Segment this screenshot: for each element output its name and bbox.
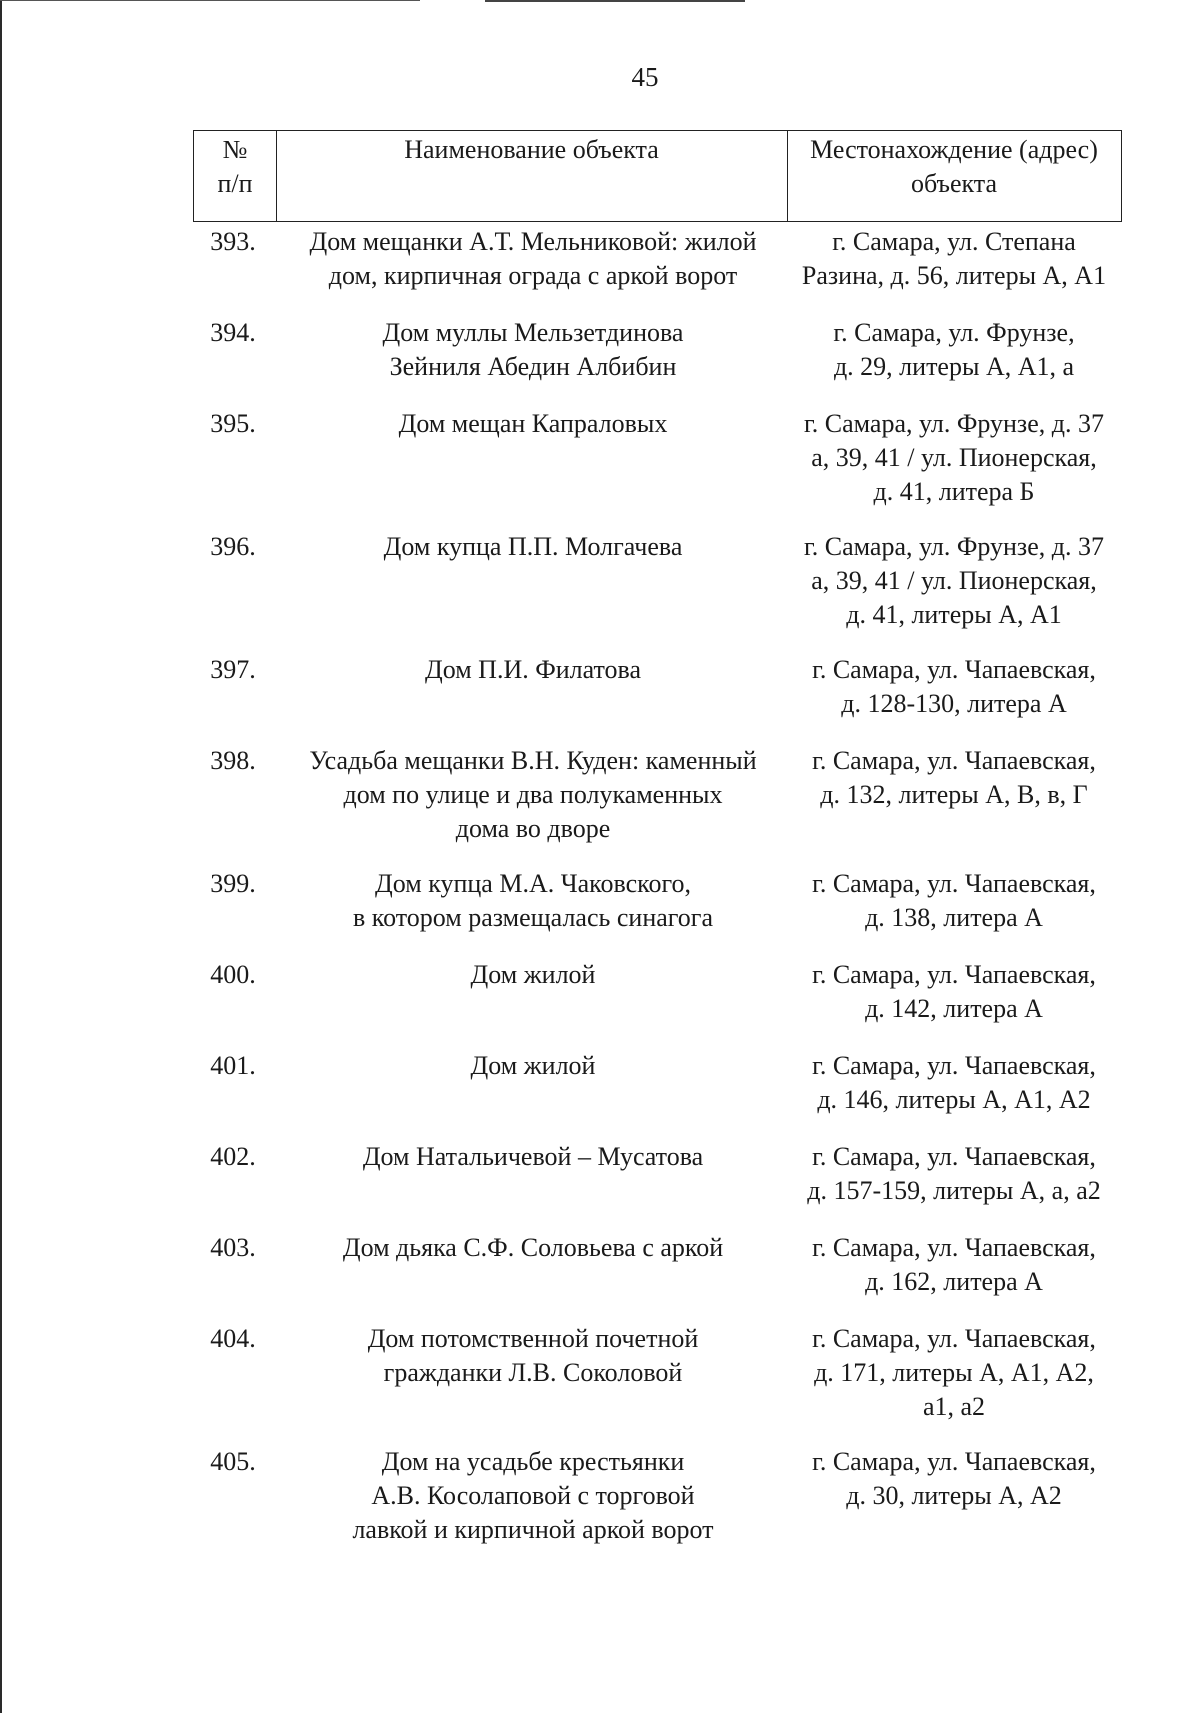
object-address: [784, 1140, 1124, 1208]
row-number: 395.: [210, 409, 256, 438]
object-address-line: д. 29, литеры А, А1, а: [833, 352, 1075, 381]
row-number: 403.: [210, 1233, 256, 1262]
scan-border-left: [0, 0, 2, 1713]
object-address: [784, 1322, 1124, 1424]
object-name-line: Дом на усадьбе крестьянки: [381, 1447, 685, 1476]
object-address-line: г. Самара, ул. Чапаевская,: [812, 1324, 1096, 1353]
object-address-line: д. 41, литеры А, А1: [846, 600, 1062, 629]
table-header: [193, 130, 1122, 222]
object-address-line: г. Самара, ул. Чапаевская,: [812, 1142, 1096, 1171]
object-name-line: А.В. Косолаповой с торговой: [371, 1481, 695, 1510]
object-name-line: гражданки Л.В. Соколовой: [383, 1358, 683, 1387]
object-address-line: г. Самара, ул. Чапаевская,: [812, 655, 1096, 684]
object-name: [278, 1445, 788, 1547]
object-address: [784, 744, 1124, 812]
object-name-line: Усадьба мещанки В.Н. Куден: каменный: [309, 746, 757, 775]
scan-border-top: [0, 0, 420, 1]
object-address-line: а, 39, 41 / ул. Пионерская,: [811, 566, 1097, 595]
row-number: 393.: [210, 227, 256, 256]
object-name: [278, 407, 788, 441]
object-address: [784, 530, 1124, 632]
object-name-line: Дом мещан Капраловых: [398, 409, 668, 438]
object-address-line: д. 41, литера Б: [873, 477, 1035, 506]
object-address: [784, 653, 1124, 721]
object-address-line: д. 146, литеры А, А1, А2: [817, 1085, 1091, 1114]
object-name: [278, 867, 788, 935]
page-number: 45: [631, 62, 659, 92]
row-number: 394.: [210, 318, 256, 347]
row-number: 404.: [210, 1324, 256, 1353]
object-name: [278, 1140, 788, 1174]
header-text: п/п: [217, 169, 253, 198]
header-cell-name: [276, 131, 787, 167]
object-address: [784, 1049, 1124, 1117]
object-address-line: г. Самара, ул. Фрунзе, д. 37: [804, 409, 1104, 438]
object-name-line: Дом купца М.А. Чаковского,: [375, 869, 691, 898]
object-address-line: г. Самара, ул. Чапаевская,: [812, 960, 1096, 989]
row-number: 400.: [210, 960, 256, 989]
object-address-line: г. Самара, ул. Чапаевская,: [812, 869, 1096, 898]
object-name-line: Дом жилой: [470, 960, 596, 989]
object-name: [278, 1231, 788, 1265]
object-address-line: д. 30, литеры А, А2: [846, 1481, 1062, 1510]
row-number: 401.: [210, 1051, 256, 1080]
object-name: [278, 225, 788, 293]
object-address: [784, 225, 1124, 293]
object-address-line: д. 128-130, литера А: [841, 689, 1067, 718]
object-name: [278, 744, 788, 846]
row-number: 396.: [210, 532, 256, 561]
scan-border-top-right: [485, 0, 745, 2]
object-address-line: а, 39, 41 / ул. Пионерская,: [811, 443, 1097, 472]
header-text: Местонахождение (адрес): [810, 135, 1098, 164]
header-text: объекта: [910, 169, 998, 198]
object-name-line: Дом дьяка С.Ф. Соловьева с аркой: [342, 1233, 724, 1262]
object-name: [278, 1322, 788, 1390]
object-name-line: Дом Натальичевой – Мусатова: [362, 1142, 704, 1171]
object-name-line: Дом мещанки А.Т. Мельниковой: жилой: [309, 227, 757, 256]
object-address-line: г. Самара, ул. Чапаевская,: [812, 1051, 1096, 1080]
object-address-line: д. 157-159, литеры А, а, а2: [807, 1176, 1101, 1205]
object-name-line: Дом жилой: [470, 1051, 596, 1080]
object-name-line: Зейниля Абедин Албибин: [389, 352, 677, 381]
header-text: Наименование объекта: [404, 135, 659, 164]
object-name-line: в котором размещалась синагога: [353, 903, 713, 932]
object-address-line: г. Самара, ул. Фрунзе, д. 37: [804, 532, 1104, 561]
row-number: 397.: [210, 655, 256, 684]
header-text: №: [222, 135, 248, 164]
object-address-line: г. Самара, ул. Степана: [832, 227, 1076, 256]
object-address-line: а1, а2: [922, 1392, 986, 1421]
object-address-line: г. Самара, ул. Фрунзе,: [833, 318, 1075, 347]
row-number: 398.: [210, 746, 256, 775]
object-name-line: лавкой и кирпичной аркой ворот: [352, 1515, 714, 1544]
object-name-line: Дом муллы Мельзетдинова: [382, 318, 684, 347]
row-number: 402.: [210, 1142, 256, 1171]
object-address-line: г. Самара, ул. Чапаевская,: [812, 746, 1096, 775]
row-number: 399.: [210, 869, 256, 898]
object-name-line: Дом потомственной почетной: [367, 1324, 699, 1353]
object-address: [784, 958, 1124, 1026]
object-address: [784, 867, 1124, 935]
object-address: [784, 1445, 1124, 1513]
object-address: [784, 1231, 1124, 1299]
object-name-line: Дом купца П.П. Молгачева: [383, 532, 683, 561]
header-cell-number: [194, 131, 276, 201]
object-name: [278, 530, 788, 564]
header-cell-address: [787, 131, 1121, 201]
object-address: [784, 407, 1124, 509]
object-address-line: д. 171, литеры А, А1, А2,: [814, 1358, 1094, 1387]
object-name-line: Дом П.И. Филатова: [424, 655, 642, 684]
row-number: 405.: [210, 1447, 256, 1476]
object-name: [278, 316, 788, 384]
object-address-line: г. Самара, ул. Чапаевская,: [812, 1447, 1096, 1476]
object-address-line: д. 162, литера А: [865, 1267, 1043, 1296]
object-name: [278, 1049, 788, 1083]
object-address-line: г. Самара, ул. Чапаевская,: [812, 1233, 1096, 1262]
object-name: [278, 653, 788, 687]
object-address-line: Разина, д. 56, литеры А, А1: [801, 261, 1107, 290]
object-address-line: д. 138, литера А: [865, 903, 1043, 932]
object-name-line: дом по улице и два полукаменных: [343, 780, 723, 809]
object-name: [278, 958, 788, 992]
object-address: [784, 316, 1124, 384]
object-address-line: д. 132, литеры А, В, в, Г: [820, 780, 1088, 809]
object-name-line: дома во дворе: [455, 814, 611, 843]
object-address-line: д. 142, литера А: [865, 994, 1043, 1023]
object-name-line: дом, кирпичная ограда с аркой ворот: [328, 261, 738, 290]
